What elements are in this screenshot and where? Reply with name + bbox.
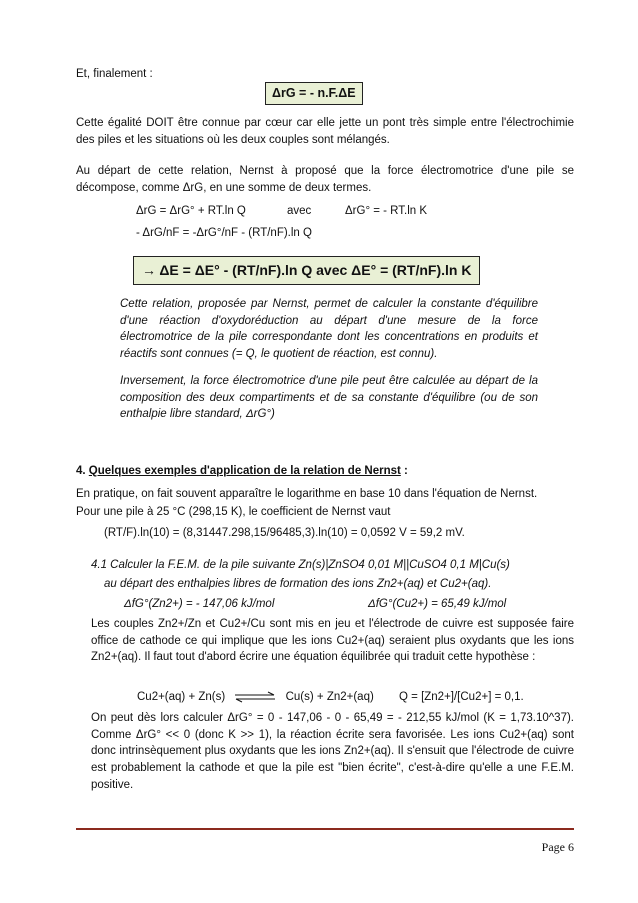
reaction-equation: [137, 689, 524, 706]
paragraph-2: Au départ de cette relation, Nernst à proposé que la force électromotrice d'une pile se décompose, comme ΔrG, en une somme de deux termes.: [76, 165, 574, 194]
subsection-4-1-line-1: 4.1 Calculer la F.E.M. de la pile suivante Zn(s)|ZnSO4 0,01 M||CuSO4 0,1 M|Cu(s): [91, 559, 510, 571]
formula-main: ΔrG = - n.F.ΔE: [272, 86, 356, 100]
italic-paragraph-2: Inversement, la force électromotrice d'une pile peut être calculée au départ de la composition des deux compartiments et de sa constante d'équilibre (ou de son enthalpie libre standard, ΔrG°): [120, 375, 538, 421]
equation-1-right: ΔrG° = - RT.ln K: [345, 205, 428, 217]
reaction-quotient: Q = [Zn2+]/[Cu2+] = 0,1.: [399, 691, 524, 703]
data-zn: ΔfG°(Zn2+) = - 147,06 kJ/mol: [124, 598, 275, 610]
reaction-left: Cu2+(aq) + Zn(s): [137, 691, 226, 703]
equilibrium-arrow-icon: [234, 691, 276, 703]
formula-box-nernst: [133, 256, 480, 285]
subsection-4-1-line-2: au départ des enthalpies libres de formation des ions Zn2+(aq) et Cu2+(aq).: [104, 578, 492, 590]
paragraph-4: Pour une pile à 25 °C (298,15 K), le coefficient de Nernst vaut: [76, 506, 391, 518]
equation-2: - ΔrG/nF = -ΔrG°/nF - (RT/nF).ln Q: [136, 227, 312, 239]
page-number: Page 6: [541, 840, 574, 854]
section-colon: :: [404, 465, 408, 477]
data-cu: ΔfG°(Cu2+) = 65,49 kJ/mol: [368, 598, 507, 610]
equation-1-avec: avec: [287, 205, 312, 217]
section-title-text: Quelques exemples d'application de la relation de Nernst: [88, 465, 401, 477]
formula-box-main: [265, 82, 363, 105]
nernst-coefficient: (RT/F).ln(10) = (8,31447.298,15/96485,3).ln(10) = 0,0592 V = 59,2 mV.: [104, 527, 465, 539]
footer-rule: [76, 828, 574, 830]
paragraph-1: Cette égalité DOIT être connue par cœur car elle jette un pont très simple entre l'électrochimie des piles et les situations où les deux couples sont mélangés.: [76, 117, 574, 146]
section-heading: [76, 463, 408, 480]
paragraph-6: On peut dès lors calculer ΔrG° = 0 - 147,06 - 0 - 65,49 = - 212,55 kJ/mol (K = 1,73.10^37). Comme ΔrG° << 0 (donc K >> 1), la réaction écrite sera favorisée. Les ions Cu2+(aq) sont donc intrinsèquement plus oxydants que les ions Zn2+(aq). Il s'ensuit que l'électrode de cuivre est probablement la cathode et que la pile est "bien écrite", c'est-à-dire qu'elle a une F.E.M. positive.: [91, 712, 574, 791]
equation-1: ΔrG = ΔrG° + RT.ln Q: [136, 205, 246, 217]
formula-nernst: → ΔE = ΔE° - (RT/nF).ln Q avec ΔE° = (RT/nF).ln K: [142, 262, 472, 278]
paragraph-3: En pratique, on fait souvent apparaître le logarithme en base 10 dans l'équation de Nernst.: [76, 488, 538, 500]
italic-paragraph-1: Cette relation, proposée par Nernst, permet de calculer la constante d'équilibre d'une réaction d'oxydoréduction au départ d'une mesure de la force électromotrice de la pile correspondante dont les concentrations en produits et réactifs sont connues (= Q, le quotient de réaction, est connu).: [120, 298, 538, 361]
paragraph-5: Les couples Zn2+/Zn et Cu2+/Cu sont mis en jeu et l'électrode de cuivre est supposée faire office de cathode ce qui implique que les ions Cu2+(aq) seraient plus oxydants que les ions Zn2+(aq). Il faut tout d'abord écrire une équation équilibrée qui traduit cette hypothèse :: [91, 618, 574, 664]
intro-text: Et, finalement :: [76, 68, 153, 80]
section-number: 4.: [76, 465, 86, 477]
reaction-right: Cu(s) + Zn2+(aq): [285, 691, 374, 703]
